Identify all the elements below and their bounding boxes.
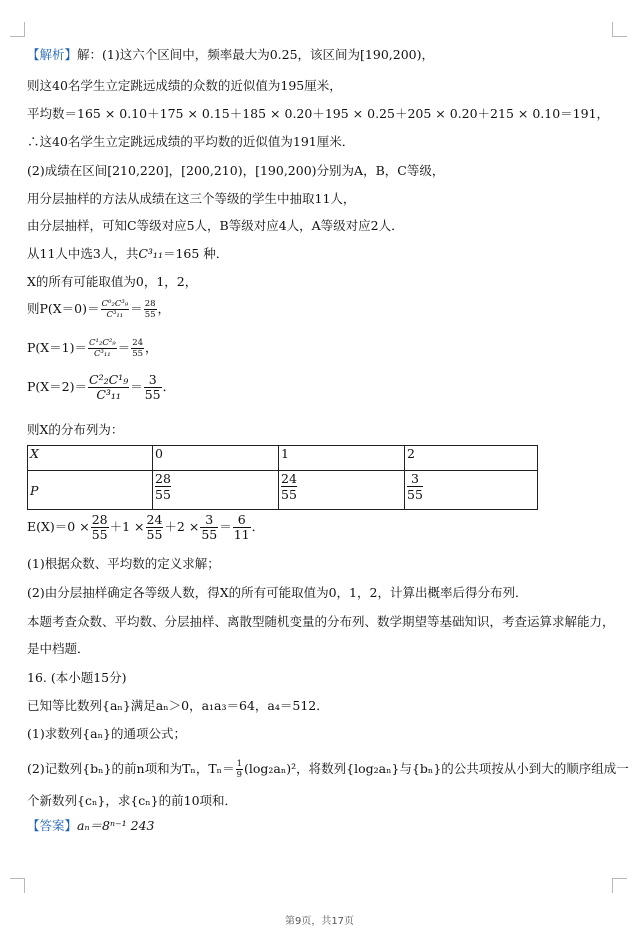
table-row [28,471,538,510]
table-cell: $\frac{28}{55}$ [153,471,279,510]
fraction: $\frac{3}{55}$ [201,512,218,542]
answer-tag: 【答案】 [27,818,78,833]
analysis-line-8: 从11人中选3人，共C³₁₁＝165 种． [27,246,229,261]
summary-line-2: (2)由分层抽样确定各等级人数，得X的所有可能取值为0，1，2，计算出概率后得分布列． [27,585,528,600]
fraction: $\frac{3}{55}$ [144,372,161,402]
probability-x2: P(X＝2)＝ $\frac{\text{C²₂C¹₉}}{\text{C³₁₁}}$ ＝ $\frac{3}{55}$ ． [27,372,176,402]
analysis-line-6: 用分层抽样的方法从成绩在这三个等级的学生中抽取11人， [27,191,356,206]
analysis-line-3: 平均数＝165 × 0.10＋175 × 0.15＋185 × 0.20＋195 × 0.25＋205 × 0.20＋215 × 0.10＝191， [27,106,610,121]
crop-mark-top-left [10,22,25,37]
table-cell: 2 [405,446,538,471]
question-stem: 已知等比数列{aₙ}满足aₙ＞0，a₁a₃＝64，a₄＝512． [27,698,329,713]
fraction: $\frac{\text{C⁰₂C³₉}}{\text{C³₁₁}}$ [101,299,129,320]
fraction: $\frac{6}{11}$ [233,512,250,542]
summary-line-1: (1)根据众数、平均数的定义求解； [27,556,220,571]
crop-mark-bottom-left [10,878,25,893]
table-cell: 1 [279,446,405,471]
probability-x1: P(X＝1)＝ $\frac{\text{C¹₂C²₉}}{\text{C³₁₁}}$ ＝ $\frac{24}{55}$ ， [27,338,158,359]
table-cell: 0 [153,446,279,471]
fraction: $\frac{24}{55}$ [146,512,163,542]
distribution-caption: 则X的分布列为： [27,422,124,437]
fraction: $\frac{28}{55}$ [91,512,108,542]
fraction: $\frac{1}{9}$ [236,759,242,780]
analysis-line-2: 则这40名学生立定跳远成绩的众数的近似值为195厘米， [27,78,342,93]
question-part-2: (2)记数列{bₙ}的前n项和为Tₙ，Tₙ＝ $\frac{1}{9}$ (log₂aₙ)²，将数列{log₂aₙ}与{bₙ}的公共项按从小到大的顺序组成一 [27,759,629,780]
table-cell: $\frac{24}{55}$ [279,471,405,510]
question-number: 16. (本小题15分) [27,670,127,685]
distribution-table [27,445,538,510]
table-cell: X [28,446,153,471]
fraction: $\frac{24}{55}$ [132,338,144,359]
analysis-tag: 【解析】 [27,47,78,62]
answer-line: 【答案】aₙ＝8ⁿ⁻¹ 243 [27,818,155,833]
table-cell: $\frac{3}{55}$ [405,471,538,510]
question-part-2-cont: 个新数列{cₙ}，求{cₙ}的前10项和． [27,793,238,808]
expectation-line: E(X)＝0 × $\frac{28}{55}$ ＋1 × $\frac{24}{55}$ ＋2 × $\frac{3}{55}$ ＝ $\frac{6}{11}$ ． [27,512,265,542]
analysis-line-4: ∴这40名学生立定跳远成绩的平均数的近似值为191厘米． [27,134,355,149]
crop-mark-bottom-right [612,878,627,893]
probability-x0: 则P(X＝0)＝ $\frac{\text{C⁰₂C³₉}}{\text{C³₁₁}}$ ＝ $\frac{28}{55}$ ， [27,299,171,320]
crop-mark-top-right [612,22,627,37]
analysis-line-1: 【解析】解：(1)这六个区间中，频率最大为0.25，该区间为[190,200)， [27,47,434,62]
summary-line-3: 本题考查众数、平均数、分层抽样、离散型随机变量的分布列、数学期望等基础知识，考查运算求解能力， [27,614,615,629]
analysis-line-9: X的所有可能取值为0，1，2， [27,274,198,289]
question-part-1: (1)求数列{aₙ}的通项公式； [27,726,186,741]
fraction: $\frac{28}{55}$ [144,299,156,320]
page-footer: 第9页，共17页 [284,916,355,927]
table-row [28,446,538,471]
fraction: $\frac{\text{C²₂C¹₉}}{\text{C³₁₁}}$ [89,372,129,402]
fraction: $\frac{\text{C¹₂C²₉}}{\text{C³₁₁}}$ [89,338,116,359]
summary-line-4: 是中档题． [27,641,90,656]
analysis-line-5: (2)成绩在区间[210,220]，[200,210)，[190,200)分别为A，B，C等级， [27,163,445,178]
analysis-line-7: 由分层抽样，可知C等级对应5人，B等级对应4人，A等级对应2人． [27,218,404,233]
table-cell: P [28,471,153,510]
